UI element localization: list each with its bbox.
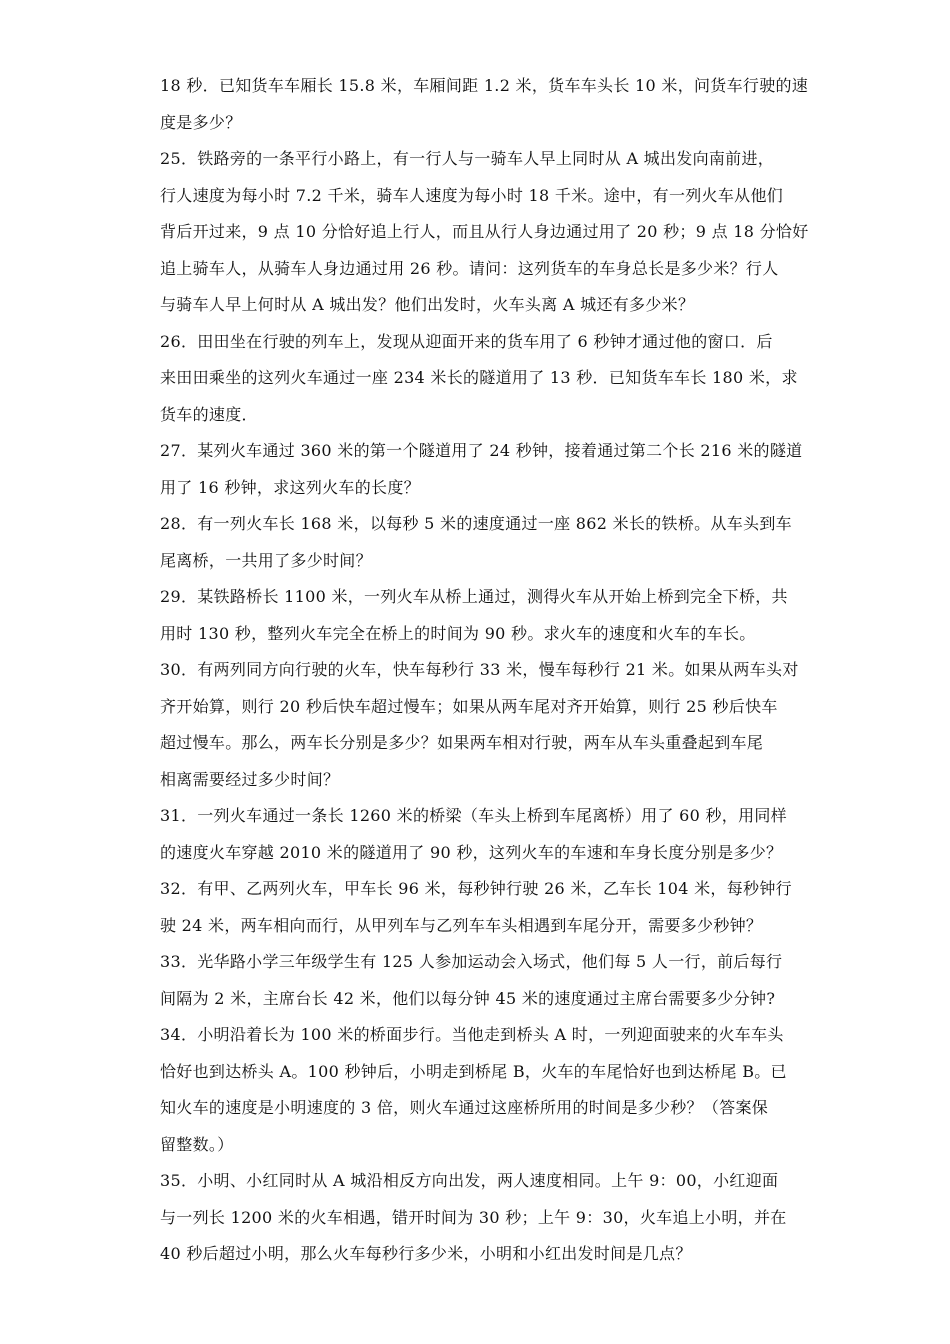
text-line: 货车的速度． <box>160 404 258 424</box>
text-line: 背后开过来，9 点 10 分恰好追上行人，而且从行人身边通过用了 20 秒；9 点 18 分恰好 <box>160 222 809 241</box>
text-line: 来田田乘坐的这列火车通过一座 234 米长的隧道用了 13 秒．已知货车车长 180 米，求 <box>160 368 798 387</box>
text-line: 25．铁路旁的一条平行小路上，有一行人与一骑车人早上同时从 A 城出发向南前进， <box>160 149 775 168</box>
text-line: 的速度火车穿越 2010 米的隧道用了 90 秒，这列火车的车速和车身长度分别是多少？ <box>160 842 783 862</box>
text-line: 超过慢车。那么，两车长分别是多少？如果两车相对行驶，两车从车头重叠起到车尾 <box>160 733 764 752</box>
text-line: 尾离桥，一共用了多少时间？ <box>160 550 372 570</box>
text-line: 用了 16 秒钟，求这列火车的长度？ <box>160 477 420 497</box>
text-line: 26．田田坐在行驶的列车上，发现从迎面开来的货车用了 6 秒钟才通过他的窗口．后 <box>160 331 773 351</box>
text-line: 32．有甲、乙两列火车，甲车长 96 米，每秒钟行驶 26 米，乙车长 104 米，每秒钟行 <box>160 879 792 898</box>
text-line: 追上骑车人，从骑车人身边通过用 26 秒。请问：这列货车的车身总长是多少米？行人 <box>160 258 779 278</box>
text-line: 29．某铁路桥长 1100 米，一列火车从桥上通过，测得火车从开始上桥到完全下桥，共 <box>160 587 788 606</box>
text-line: 35．小明、小红同时从 A 城沿相反方向出发，两人速度相同。上午 9：00，小红迎面 <box>160 1171 779 1190</box>
text-line: 27．某列火车通过 360 米的第一个隧道用了 24 秒钟，接着通过第二个长 216 米的隧道 <box>160 441 803 460</box>
text-line: 知火车的速度是小明速度的 3 倍，则火车通过这座桥所用的时间是多少秒？（答案保 <box>160 1098 769 1117</box>
text-line: 18 秒．已知货车车厢长 15.8 米，车厢间距 1.2 米，货车车头长 10 米，问货车行驶的速 <box>160 76 809 95</box>
text-line: 齐开始算，则行 20 秒后快车超过慢车；如果从两车尾对齐开始算，则行 25 秒后快车 <box>160 696 778 716</box>
text-line: 40 秒后超过小明，那么火车每秒行多少米，小明和小红出发时间是几点？ <box>160 1244 692 1263</box>
text-line: 28．有一列火车长 168 米，以每秒 5 米的速度通过一座 862 米长的铁桥。从车头到车 <box>160 514 792 533</box>
text-line: 恰好也到达桥头 A。100 秒钟后，小明走到桥尾 B，火车的车尾恰好也到达桥尾 B。已 <box>160 1061 787 1081</box>
text-line: 30．有两列同方向行驶的火车，快车每秒行 33 米，慢车每秒行 21 米。如果从两车头对 <box>160 660 799 679</box>
text-line: 与骑车人早上何时从 A 城出发？他们出发时，火车头离 A 城还有多少米？ <box>160 295 695 314</box>
text-line: 33．光华路小学三年级学生有 125 人参加运动会入场式，他们每 5 人一行，前后每行 <box>160 952 783 971</box>
text-line: 用时 130 秒，整列火车完全在桥上的时间为 90 秒。求火车的速度和火车的车长。 <box>160 623 756 643</box>
text-line: 度是多少？ <box>160 112 242 132</box>
problem-text <box>160 68 809 1273</box>
text-line: 驶 24 米，两车相向而行，从甲列车与乙列车车头相遇到车尾分开，需要多少秒钟？ <box>160 915 763 935</box>
text-line: 留整数。） <box>160 1134 234 1154</box>
text-line: 间隔为 2 米，主席台长 42 米，他们以每分钟 45 米的速度通过主席台需要多少分钟? <box>160 988 776 1008</box>
text-line: 相离需要经过多少时间？ <box>160 769 340 789</box>
text-line: 行人速度为每小时 7.2 千米，骑车人速度为每小时 18 千米。途中，有一列火车从他们 <box>160 185 784 205</box>
text-line: 31．一列火车通过一条长 1260 米的桥梁（车头上桥到车尾离桥）用了 60 秒，用同样 <box>160 806 787 825</box>
text-line: 与一列长 1200 米的火车相遇，错开时间为 30 秒；上午 9：30，火车追上小明，并在 <box>160 1207 787 1227</box>
text-line: 34．小明沿着长为 100 米的桥面步行。当他走到桥头 A 时，一列迎面驶来的火车车头 <box>160 1025 784 1044</box>
